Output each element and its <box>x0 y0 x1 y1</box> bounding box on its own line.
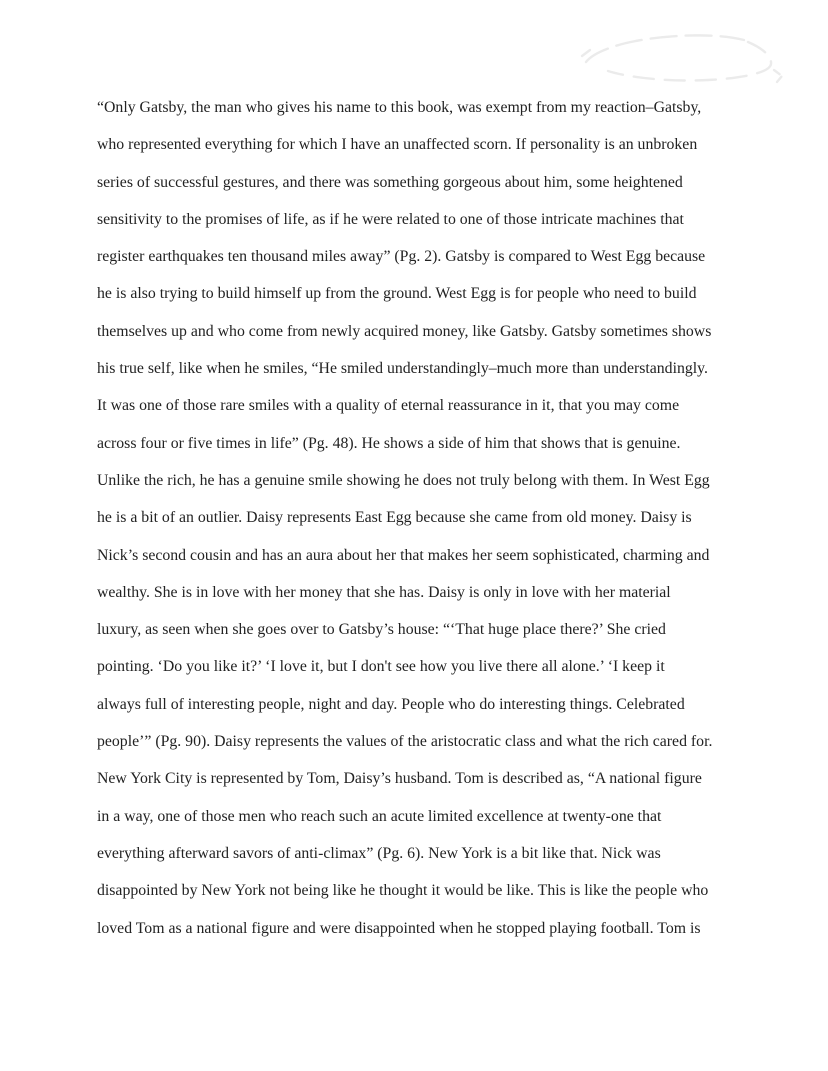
essay-line: people’” (Pg. 90). Daisy represents the values of the aristocratic class and what the rich cared for. <box>97 733 713 751</box>
essay-line: “Only Gatsby, the man who gives his name to this book, was exempt from my reaction–Gatsby, <box>97 99 702 116</box>
essay-line: he is also trying to build himself up from the ground. West Egg is for people who need to build <box>97 285 697 303</box>
essay-line: luxury, as seen when she goes over to Gatsby’s house: “‘That huge place there?’ She cried <box>97 621 666 639</box>
essay-line: Nick’s second cousin and has an aura about her that makes her seem sophisticated, charming and <box>97 546 710 564</box>
essay-line: everything afterward savors of anti-climax” (Pg. 6). New York is a bit like that. Nick was <box>97 844 661 862</box>
essay-line: New York City is represented by Tom, Daisy’s husband. Tom is described as, “A national figure <box>97 770 702 788</box>
erased-pencil-scribble-icon <box>578 26 790 90</box>
essay-line: pointing. ‘Do you like it?’ ‘I love it, but I don't see how you live there all alone.’ ‘I keep it <box>97 658 665 676</box>
essay-line: wealthy. She is in love with her money that she has. Daisy is only in love with her material <box>97 583 671 601</box>
essay-line: across four or five times in life” (Pg. 48). He shows a side of him that shows that is genuine. <box>97 434 681 452</box>
essay-body <box>97 89 757 947</box>
essay-line: register earthquakes ten thousand miles away” (Pg. 2). Gatsby is compared to West Egg because <box>97 248 706 266</box>
essay-line: in a way, one of those men who reach such an acute limited excellence at twenty-one that <box>97 807 662 825</box>
essay-line: themselves up and who come from newly acquired money, like Gatsby. Gatsby sometimes shows <box>97 322 712 340</box>
essay-line: he is a bit of an outlier. Daisy represents East Egg because she came from old money. Daisy is <box>97 509 692 527</box>
essay-line: loved Tom as a national figure and were disappointed when he stopped playing football. Tom is <box>97 919 701 937</box>
essay-line: Unlike the rich, he has a genuine smile showing he does not truly belong with them. In West Egg <box>97 471 710 489</box>
essay-line: series of successful gestures, and there was something gorgeous about him, some heightened <box>97 173 683 191</box>
essay-line: disappointed by New York not being like he thought it would be like. This is like the people who <box>97 882 709 900</box>
essay-line: who represented everything for which I have an unaffected scorn. If personality is an unbroken <box>97 136 698 154</box>
essay-line: always full of interesting people, night and day. People who do interesting things. Celebrated <box>97 695 685 713</box>
essay-line: sensitivity to the promises of life, as if he were related to one of those intricate machines that <box>97 210 684 228</box>
essay-line: It was one of those rare smiles with a quality of eternal reassurance in it, that you may come <box>97 397 680 415</box>
essay-line: his true self, like when he smiles, “He smiled understandingly–much more than understandingly. <box>97 360 708 378</box>
